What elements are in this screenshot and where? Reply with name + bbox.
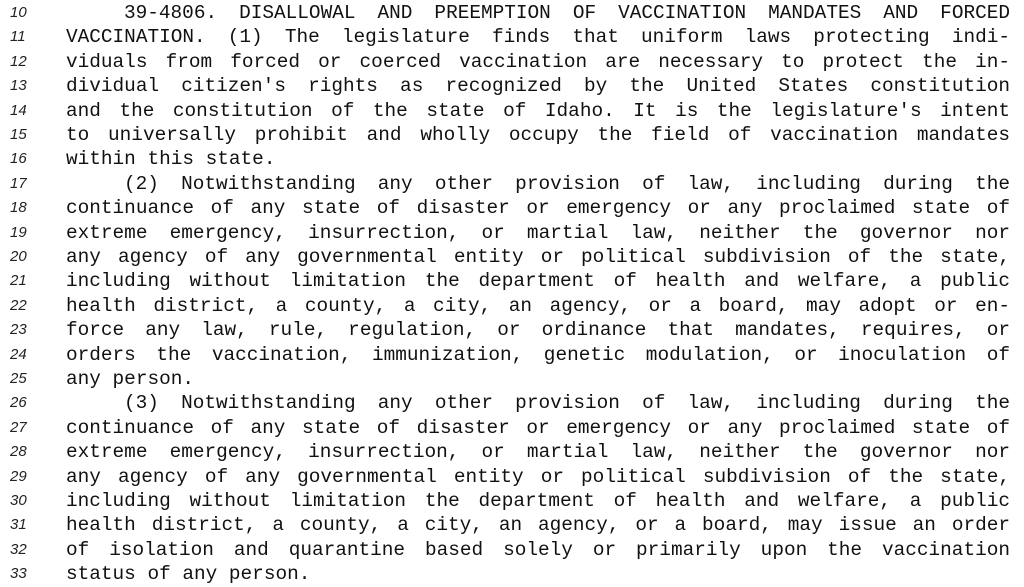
- document-line: [0, 440, 1024, 464]
- line-number: 32: [10, 540, 27, 558]
- line-number: 20: [10, 248, 27, 265]
- line-number: 31: [10, 516, 27, 534]
- line-number: 13: [10, 77, 27, 95]
- line-number: 26: [10, 394, 27, 412]
- line-number: 21: [10, 272, 27, 290]
- document-line: [0, 147, 1024, 171]
- line-text: and the constitution of the state of Idaho. It is the legislature's intent: [66, 99, 1010, 122]
- document-line: [0, 513, 1024, 537]
- document-line: [0, 172, 1024, 196]
- line-text: including without limitation the department of health and welfare, a public: [66, 270, 1010, 293]
- line-number: 12: [10, 52, 27, 70]
- line-number: 28: [10, 443, 27, 461]
- line-text: of isolation and quarantine based solely or primarily upon the vaccination: [66, 538, 1010, 561]
- line-text: continuance of any state of disaster or emergency or any proclaimed state of: [66, 197, 1010, 220]
- document-line: [0, 269, 1024, 293]
- line-number: 24: [10, 345, 27, 363]
- document-line: [0, 1, 1024, 25]
- line-text: viduals from forced or coerced vaccination are necessary to protect the in-: [66, 50, 1010, 73]
- line-number: 23: [10, 321, 27, 339]
- document-line: [0, 343, 1024, 367]
- line-text: continuance of any state of disaster or emergency or any proclaimed state of: [66, 416, 1010, 439]
- line-text: within this state.: [66, 148, 276, 171]
- document-line: [0, 221, 1024, 245]
- line-text: status of any person.: [66, 563, 311, 586]
- document-line: [0, 489, 1024, 513]
- line-text: (3) Notwithstanding any other provision of law, including during the: [124, 392, 1010, 415]
- document-line: [0, 245, 1024, 269]
- line-text: health district, a county, a city, an agency, or a board, may adopt or en-: [66, 294, 1010, 317]
- line-number: 25: [10, 370, 27, 387]
- line-text: extreme emergency, insurrection, or martial law, neither the governor nor: [66, 221, 1010, 244]
- document-line: [0, 196, 1024, 220]
- document-line: [0, 538, 1024, 562]
- line-number: 18: [10, 199, 27, 217]
- document-line: [0, 367, 1024, 391]
- document-line: [0, 562, 1024, 586]
- document-line: [0, 391, 1024, 415]
- document-line: [0, 25, 1024, 49]
- line-number: 33: [10, 565, 27, 583]
- line-text: (2) Notwithstanding any other provision of law, including during the: [124, 172, 1010, 195]
- line-number: 11: [10, 28, 26, 46]
- line-number: 19: [10, 223, 27, 241]
- line-number: 17: [10, 174, 27, 192]
- line-text: dividual citizen's rights as recognized by the United States constitution: [66, 75, 1010, 98]
- line-text: extreme emergency, insurrection, or martial law, neither the governor nor: [66, 441, 1010, 464]
- document-line: [0, 50, 1024, 74]
- line-text: to universally prohibit and wholly occupy the field of vaccination mandates: [66, 124, 1010, 146]
- line-number: 27: [10, 418, 27, 436]
- line-text: including without limitation the department of health and welfare, a public: [66, 490, 1010, 512]
- line-text: 39-4806. DISALLOWAL AND PREEMPTION OF VACCINATION MANDATES AND FORCED: [124, 2, 1010, 24]
- line-number: 15: [10, 126, 27, 143]
- line-number: 22: [10, 296, 27, 314]
- document-line: [0, 465, 1024, 489]
- document-line: [0, 123, 1024, 147]
- line-text: force any law, rule, regulation, or ordinance that mandates, requires, or: [66, 319, 1010, 342]
- line-number: 29: [10, 467, 27, 485]
- line-number: 14: [10, 101, 27, 119]
- line-number: 16: [10, 150, 27, 168]
- document-line: [0, 294, 1024, 318]
- line-text: VACCINATION. (1) The legislature finds that uniform laws protecting indi-: [66, 26, 1010, 49]
- line-text: any person.: [66, 368, 194, 390]
- document-line: [0, 99, 1024, 123]
- line-number: 10: [10, 4, 27, 21]
- line-text: health district, a county, a city, an agency, or a board, may issue an order: [66, 514, 1010, 537]
- line-text: any agency of any governmental entity or political subdivision of the state,: [66, 246, 1010, 268]
- document-line: [0, 74, 1024, 98]
- line-number: 30: [10, 492, 27, 509]
- line-text: any agency of any governmental entity or political subdivision of the state,: [66, 465, 1010, 488]
- document-line: [0, 416, 1024, 440]
- document-line: [0, 318, 1024, 342]
- line-text: orders the vaccination, immunization, genetic modulation, or inoculation of: [66, 343, 1010, 366]
